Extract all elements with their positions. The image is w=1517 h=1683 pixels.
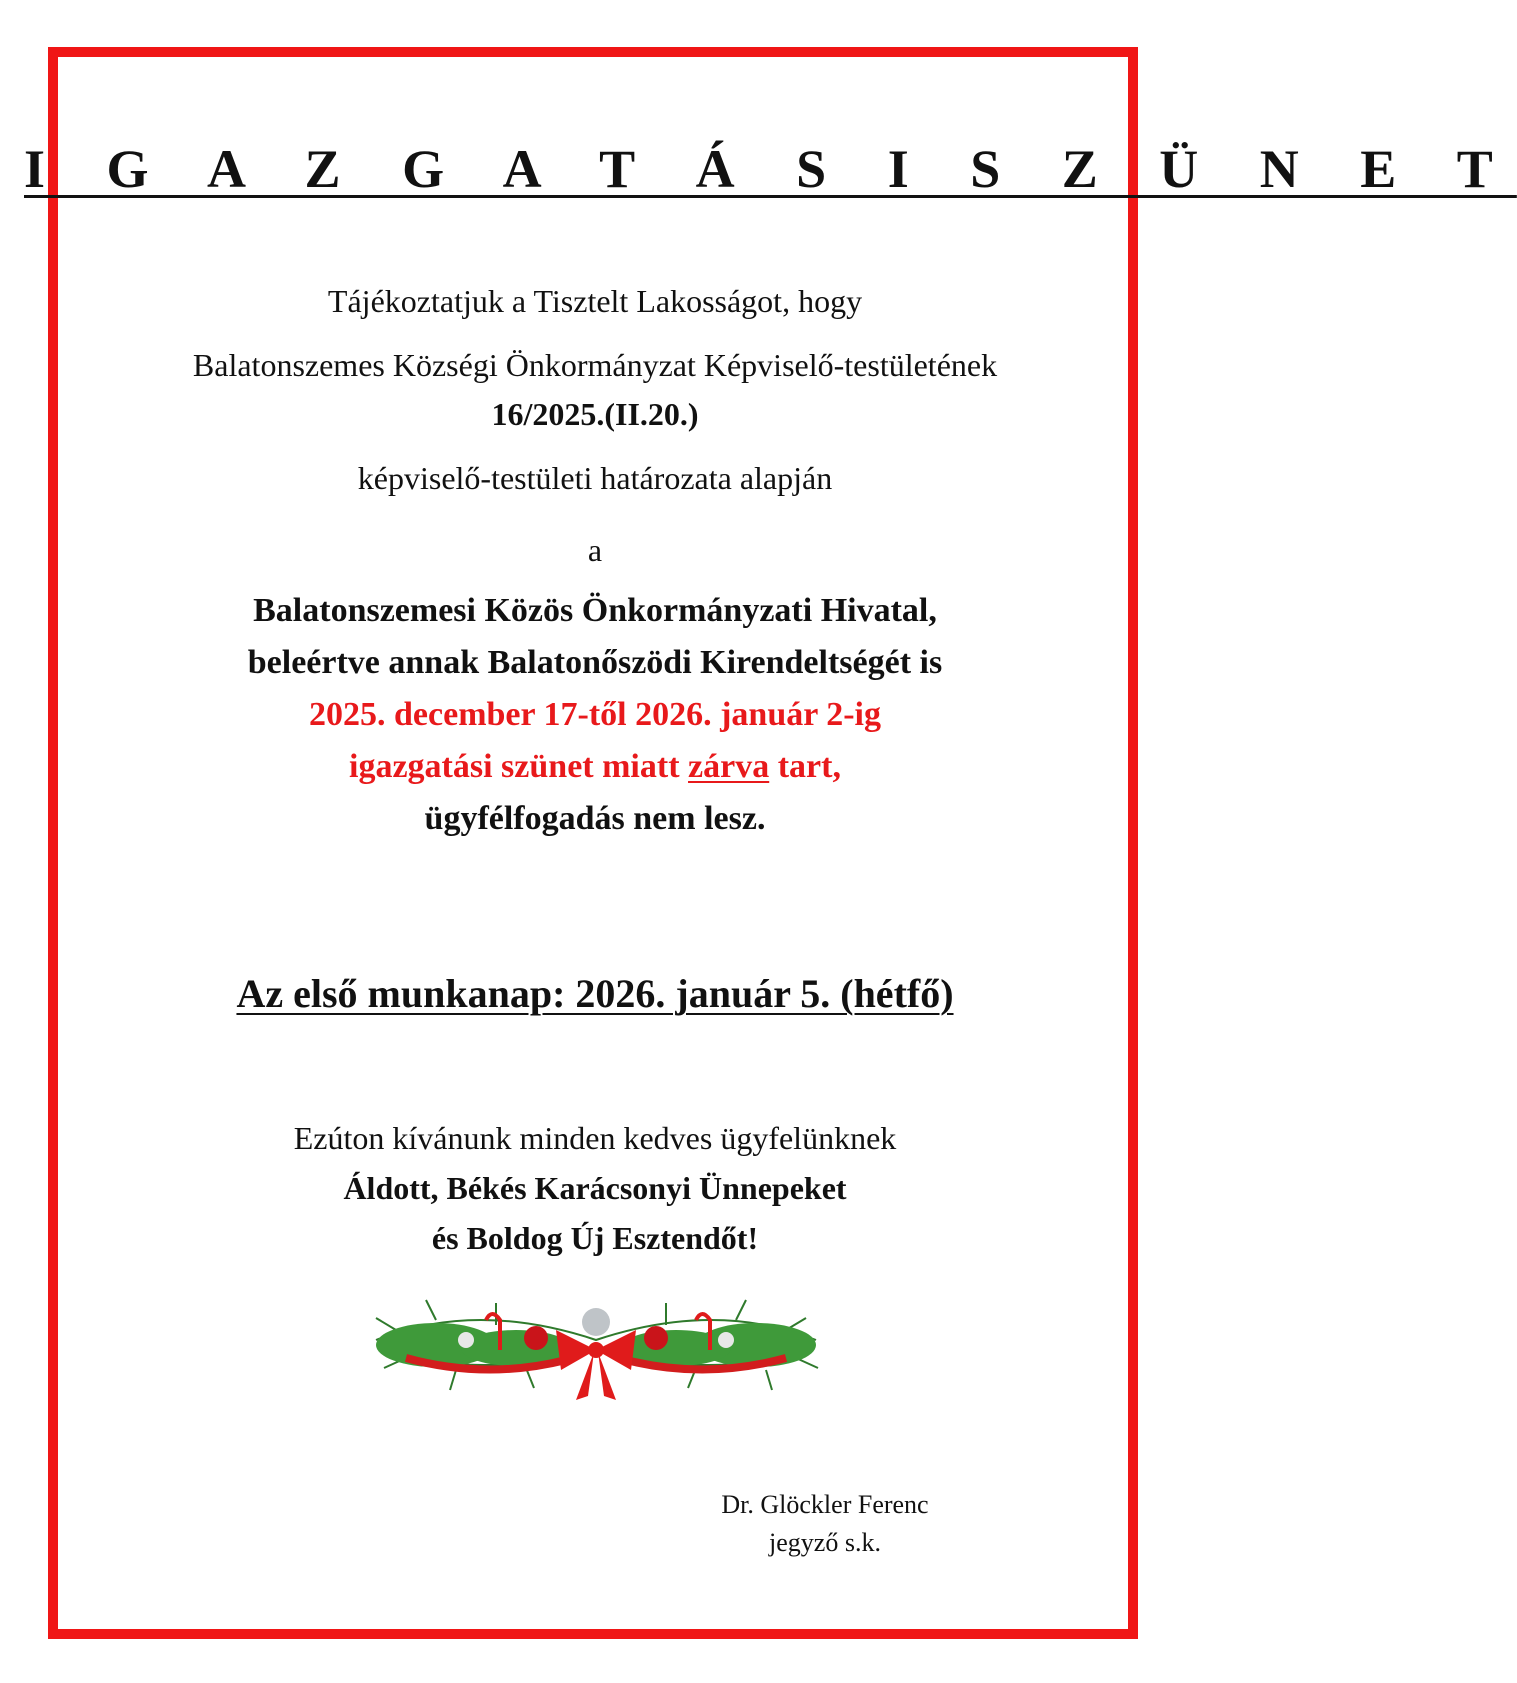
article-a: a <box>587 532 603 568</box>
closed-word: zárva <box>688 748 770 785</box>
christmas-garland-icon <box>366 1280 826 1410</box>
intro-line-2: Balatonszemes Községi Önkormányzat Képviselő-testületének <box>192 347 998 383</box>
greeting-line-1: Ezúton kívánunk minden kedves ügyfelünknek <box>293 1120 897 1156</box>
closure-suffix: tart, <box>769 748 841 785</box>
signer-title: jegyző s.k. <box>769 1528 881 1557</box>
intro-line-1: Tájékoztatjuk a Tisztelt Lakosságot, hogy <box>327 283 863 319</box>
greeting-line-3: és Boldog Új Esztendőt! <box>431 1220 759 1256</box>
closure-period: 2025. december 17-től 2026. január 2-ig <box>309 696 881 733</box>
closure-prefix: igazgatási szünet miatt <box>349 748 689 785</box>
resolution-number: 16/2025.(II.20.) <box>491 396 699 432</box>
first-workday: Az első munkanap: 2026. január 5. (hétfő) <box>236 971 954 1016</box>
intro-line-3: képviselő-testületi határozata alapján <box>357 460 833 496</box>
office-line-1: Balatonszemesi Közös Önkormányzati Hivatal, <box>253 592 937 629</box>
page-title: I G A Z G A T Á S I S Z Ü N E T <box>24 139 1517 199</box>
no-service-notice: ügyfélfogadás nem lesz. <box>424 800 766 837</box>
greeting-line-2: Áldott, Békés Karácsonyi Ünnepeket <box>343 1170 847 1206</box>
signer-name: Dr. Glöckler Ferenc <box>721 1490 929 1519</box>
office-line-2: beleértve annak Balatonőszödi Kirendeltségét is <box>247 644 943 681</box>
closure-notice <box>0 748 1190 786</box>
